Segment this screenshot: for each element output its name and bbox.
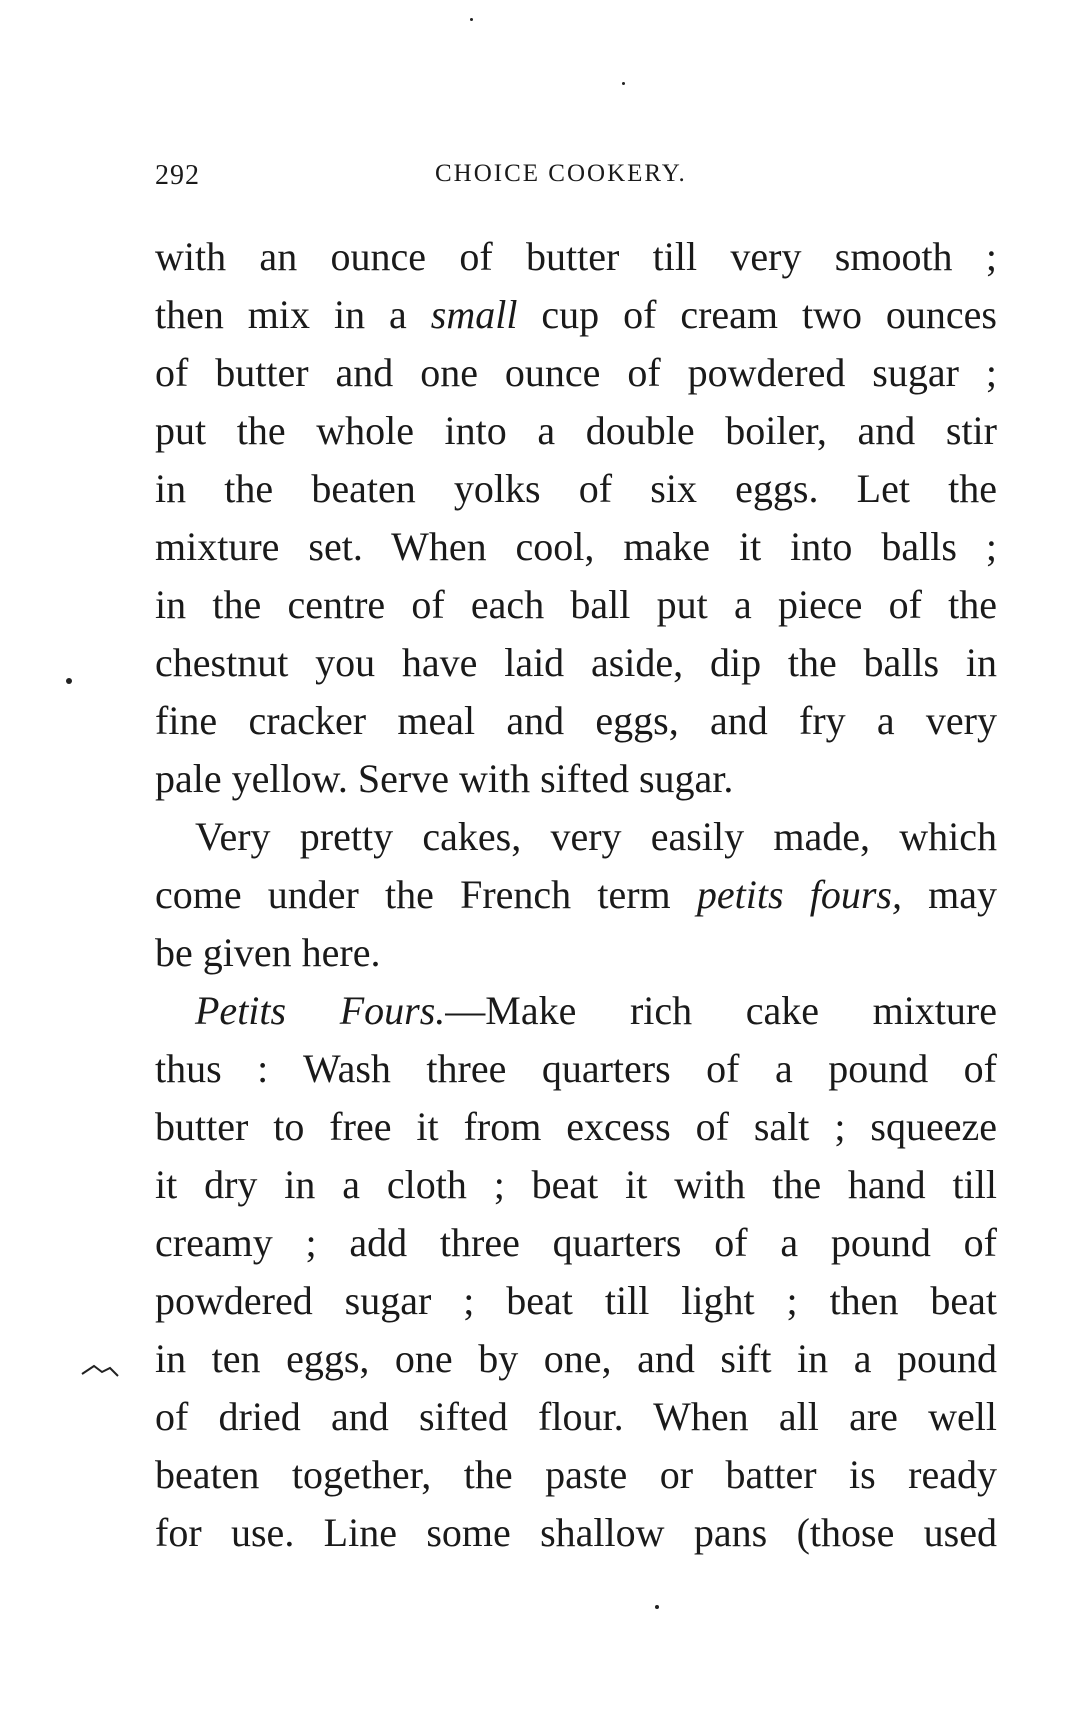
text-line: for use. Line some shallow pans (those used — [155, 1510, 997, 1555]
text-line: put the whole into a double boiler, and stir — [155, 408, 997, 453]
page-header — [155, 160, 985, 200]
page-number: 292 — [155, 160, 200, 191]
text-line: come under the French term petits fours, may — [155, 872, 998, 917]
text-line: pale yellow. Serve with sifted sugar. — [155, 756, 734, 801]
text-line: butter to free it from excess of salt ; squeeze — [155, 1104, 997, 1149]
italic-word: small — [430, 292, 518, 337]
text-line: Very pretty cakes, very easily made, which — [195, 814, 997, 859]
text-line: it dry in a cloth ; beat it with the hand till — [155, 1162, 997, 1207]
text-line: in the centre of each ball put a piece of the — [155, 582, 997, 627]
text-line: beaten together, the paste or batter is ready — [155, 1452, 997, 1497]
margin-caret-mark — [80, 1360, 120, 1380]
text-line: mixture set. When cool, make it into balls ; — [155, 524, 997, 569]
text-line: Petits Fours.—Make rich cake mixture — [195, 988, 997, 1033]
text-line: with an ounce of butter till very smooth ; — [155, 234, 997, 279]
text-line: in the beaten yolks of six eggs. Let the — [155, 466, 997, 511]
italic-term: petits fours, — [696, 872, 902, 917]
text-line: in ten eggs, one by one, and sift in a pound — [155, 1336, 997, 1381]
text-line: of dried and sifted flour. When all are well — [155, 1394, 997, 1439]
text-line: then mix in a small cup of cream two ounces — [155, 292, 998, 337]
text-line: thus : Wash three quarters of a pound of — [155, 1046, 997, 1091]
text-line: powdered sugar ; beat till light ; then beat — [155, 1278, 997, 1323]
text-line: creamy ; add three quarters of a pound of — [155, 1220, 997, 1265]
recipe-title: Petits Fours. — [195, 988, 446, 1033]
ink-speck — [470, 18, 473, 21]
running-head: CHOICE COOKERY. — [435, 160, 687, 187]
text-line: be given here. — [155, 930, 381, 975]
text-line: chestnut you have laid aside, dip the balls in — [155, 640, 997, 685]
ink-speck — [622, 82, 625, 85]
body-text — [155, 228, 997, 1562]
text-line: of butter and one ounce of powdered sugar ; — [155, 350, 997, 395]
ink-speck — [655, 1605, 659, 1609]
margin-dot — [66, 678, 72, 684]
text-line: fine cracker meal and eggs, and fry a very — [155, 698, 997, 743]
